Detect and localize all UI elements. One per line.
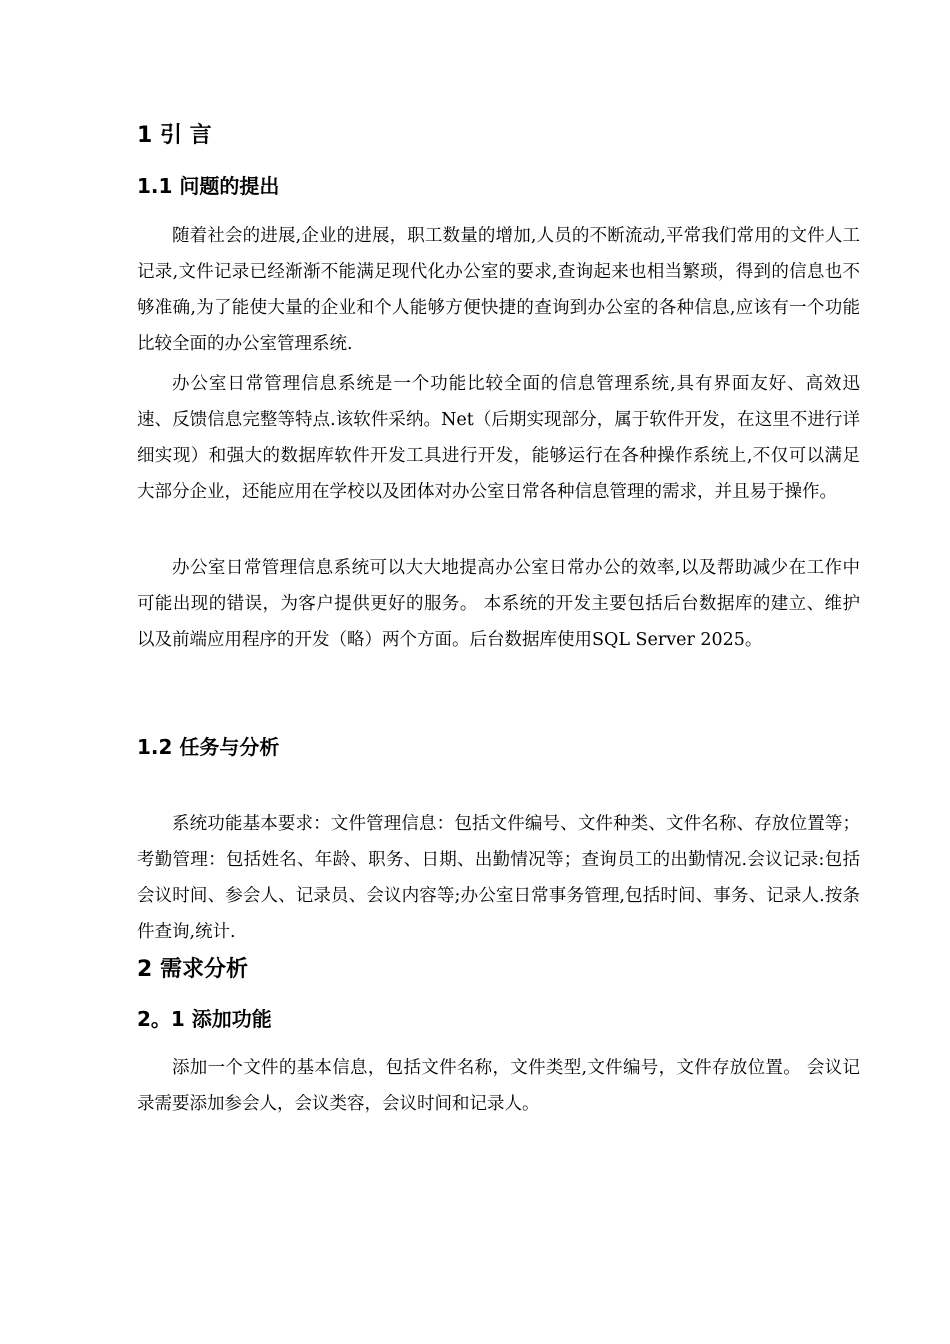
section-1-2-heading: 1.2 任务与分析	[137, 735, 280, 759]
section-2-1-paragraph: 添加一个文件的基本信息，包括文件名称，文件类型,文件编号，文件存放位置。 会议记录需要添加参会人，会议类容，会议时间和记录人。	[137, 1058, 860, 1114]
section-1-1-paragraph-1: 随着社会的进展,企业的进展，职工数量的增加,人员的不断流动,平常我们常用的文件人工记录,文件记录已经渐渐不能满足现代化办公室的要求,查询起来也相当繁琐，得到的信息也不够准确,为了能使大量的企业和个人能够方便快捷的查询到办公室的各种信息,应该有一个功能比较全面的办公室管理系统.	[137, 226, 860, 354]
section-1-2-paragraph: 系统功能基本要求：文件管理信息：包括文件编号、文件种类、文件名称、存放位置等；考勤管理：包括姓名、年龄、职务、日期、出勤情况等；查询员工的出勤情况.会议记录:包括会议时间、参会人、记录员、会议内容等;办公室日常事务管理,包括时间、事务、记录人.按条件查询,统计.	[137, 814, 860, 942]
chapter-2-heading: 2 需求分析	[137, 957, 248, 982]
section-2-1-heading: 2。1 添加功能	[137, 1007, 272, 1031]
section-1-1-paragraph-2: 办公室日常管理信息系统是一个功能比较全面的信息管理系统,具有界面友好、高效迅速、反馈信息完整等特点.该软件采纳。Net（后期实现部分，属于软件开发，在这里不进行详细实现）和强大的数据库软件开发工具进行开发，能够运行在各种操作系统上,不仅可以满足大部分企业，还能应用在学校以及团体对办公室日常各种信息管理的需求，并且易于操作。	[137, 374, 860, 502]
section-1-1-heading: 1.1 问题的提出	[137, 174, 280, 198]
section-1-1-paragraph-3: 办公室日常管理信息系统可以大大地提高办公室日常办公的效率,以及帮助减少在工作中可能出现的错误，为客户提供更好的服务。 本系统的开发主要包括后台数据库的建立、维护以及前端应用程序的开发（略）两个方面。后台数据库使用SQL Server 2025。	[137, 558, 860, 650]
chapter-1-heading: 1 引 言	[137, 123, 212, 148]
